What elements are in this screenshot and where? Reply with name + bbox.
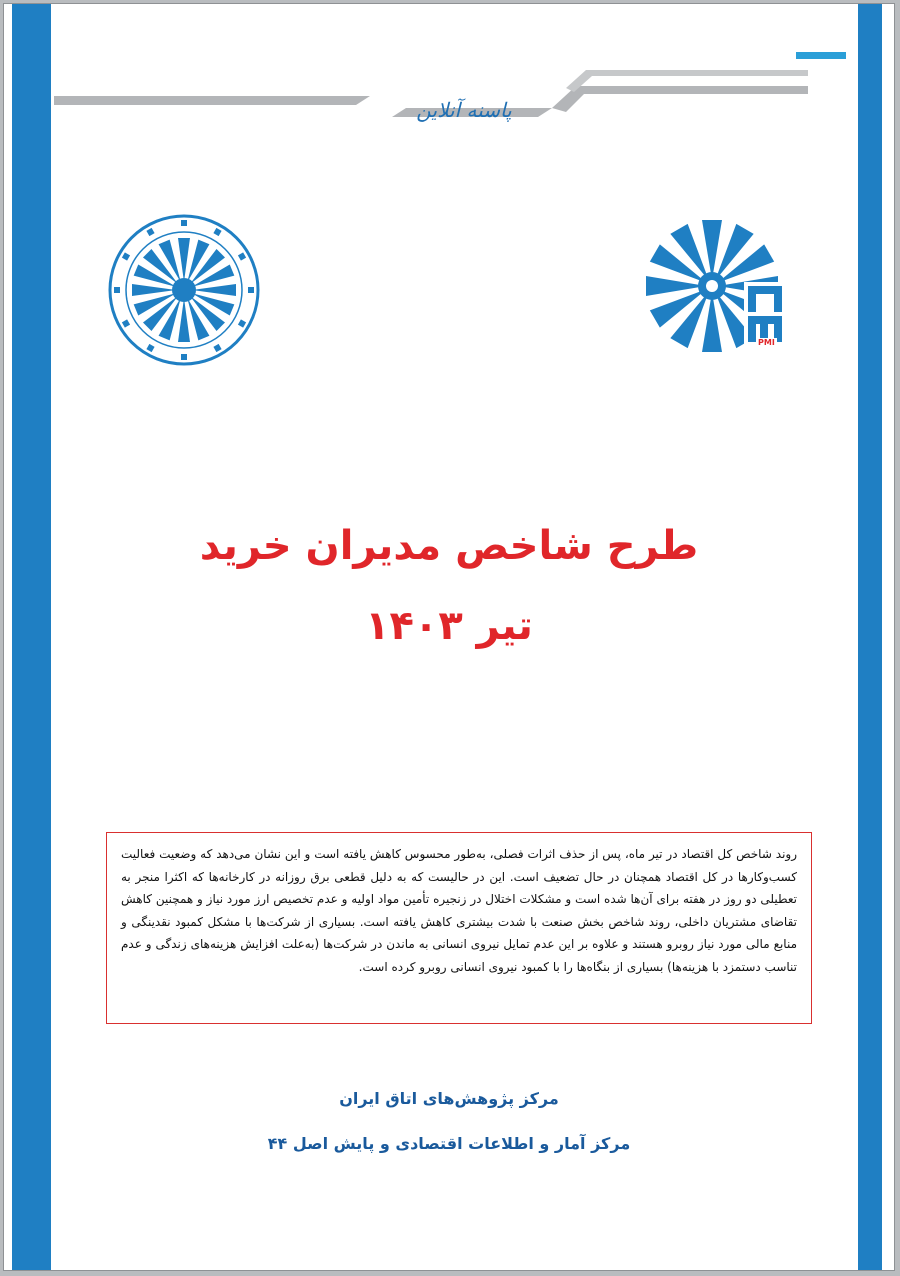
publisher-line-2: مرکز آمار و اطلاعات اقتصادی و پایش اصل ۴۴ — [267, 1134, 631, 1153]
summary-box — [106, 832, 812, 1024]
pmi-badge: PMI — [758, 338, 775, 347]
left-blue-band — [12, 4, 51, 1270]
publisher-line-1: مرکز پژوهش‌های اتاق ایران — [339, 1089, 559, 1108]
summary-text: روند شاخص کل اقتصاد در تیر ماه، پس از حذف اثرات فصلی، به‌طور محسوس کاهش یافته است و این نشان می‌دهد که وضعیت فعالیت کسب‌وکارها در کل اقتصاد همچنان در حال تضعیف است. این در حالیست که به دلیل قطعی برق روزانه در کارخانه‌ها که اکثرا منجر به تعطیلی دو روز در هفته برای آن‌ها شده است و مشکلات اختلال در زنجیره تأمین مواد اولیه و عدم تخصیص ارز مورد نیاز و همچنین کاهش تقاضای مشتریان داخلی، روند شاخص بخش صنعت با شدت بیشتری کاهش یافته است. بسیاری از شرکت‌ها با مشکل کمبود نقدینگی و منابع مالی مورد نیاز روبرو هستند و علاوه بر این عدم تمایل نیروی انسانی به ماندن در شرکت‌ها (به‌علت افزایش هزینه‌های زندگی و عدم تناسب دستمزد با هزینه‌ها) بسیاری از بنگاه‌ها را با کمبود نیروی انسانی روبرو کرده است. — [121, 847, 797, 974]
report-title: طرح شاخص مدیران خرید — [199, 523, 699, 569]
brand-wordmark: پاسنه آنلاین — [416, 98, 512, 122]
report-period: تیر ۱۴۰۳ — [365, 603, 533, 649]
right-blue-band — [858, 4, 882, 1270]
chamber-of-commerce-seal-icon — [104, 210, 264, 370]
document-page — [4, 4, 894, 1270]
